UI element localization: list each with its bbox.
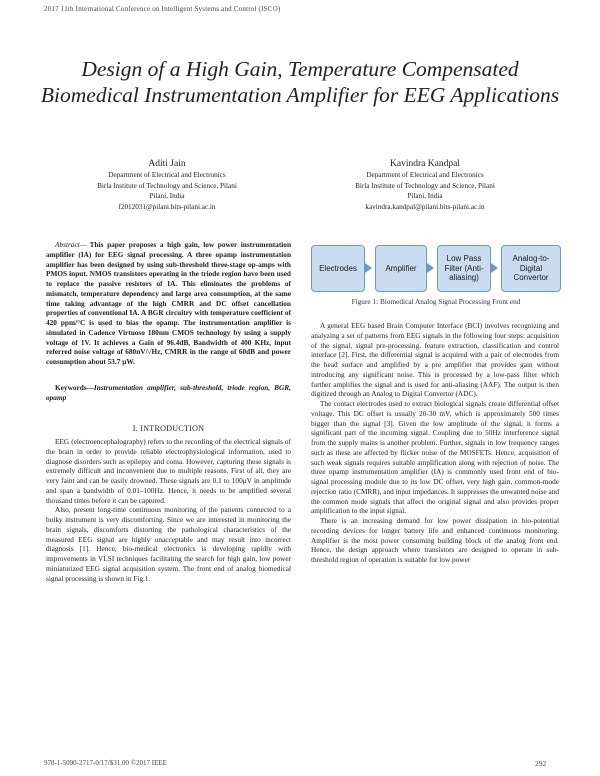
author-block-1 — [42, 158, 292, 212]
abstract-lead: Abstract— — [55, 240, 87, 249]
keywords-lead: Keywords— — [55, 383, 94, 392]
conference-header: 2017 11th International Conference on Intelligent Systems and Control (ISCO) — [44, 5, 281, 13]
abstract-text: This paper proposes a high gain, low power instrumentation amplifier (IA) for EEG signal processing. A three opamp instrumentation amplifier has been designed by using sub-threshold three-stage op-amps with PMOS input. NMOS transistors operating in the triode region have been used to replace the passive resistors of IA. This eliminates the problems of mismatch, temperature dependency and large area consumption, at the same time taking advantage of the high CMRR and DC offset cancellation properties of conventional IA. A BGR circuitry with temperature coefficient of 420 ppm/°C is used to bias the opamp. The instrumentation amplifier is simulated in Cadence Virtuoso 180nm CMOS technology by using a supply voltage of 1V. It achieves a Gain of 96.4dB, Bandwidth of 400 KHz, input referred noise voltage of 680nV/√Hz, CMRR in the range of 60dB and power consumption about 53.7 μW. — [46, 240, 291, 366]
paragraph: There is an increasing demand for low power dissipation in bio-potential recording devices for longer battery life and enhanced continuous monitoring. Amplifier is the most power consuming building block of the analog front end. Hence, the design approach where transistors are designed to operate in sub-threshold region of operation is suitable for low power — [311, 516, 559, 564]
diagram-box-adc: Analog-to-Digital Convertor — [501, 245, 561, 292]
paragraph: EEG (electroencephalography) refers to the recording of the electrical signals of the brain in order to provide reliable electrophysiological information, used to diagnose disorders such as epilepsy and coma. However, capturing these signals is extremely difficult and inconvenient due to multiple reasons. First of all, they are very faint and can be easily drowned. These signals are 0.1 to 100μV in amplitude and span a bandwidth of 0.01–100Hz. Hence, it needs to be amplified several thousand times before it can be captured. — [46, 437, 291, 505]
page-number: 292 — [535, 759, 547, 768]
paragraph: A general EEG based Brain Computer Interface (BCI) involves recognizing and analyzing a set of patterns from EEG signals in the following four steps: acquisition of the signal, signal pre-processing, feature extraction, classification and control interface [2]. First, the differential signal is acquired with a pair of electrodes from the head surface and amplified by a pre amplifier that provides gain without introducing any significant noise. This is processed by a low-pass filter which further amplifies the signal and is used for anti-aliasing (AAF). The output is then digitized through an Analog to Digital Convertor (ADC). — [311, 321, 559, 399]
keywords — [46, 383, 291, 403]
paragraph: Also, present long-time continuous monitoring of the patients connected to a bulky instrument is very discomforting. Since we are interested in monitoring the brain signals, discomforts distorting the pathological characteristics of the measured EEG signal are highly unacceptable and may result into incorrect diagnosis [1]. Hence, bio-medical electronics is developing rapidly with improvements in VLSI techniques facilitating the search for high gain, low power miniaturized EEG signal acquisition system. The front end of analog biomedical signal processing is shown in Fig.1. — [46, 505, 291, 583]
abstract — [46, 240, 291, 367]
diagram-box-amplifier: Amplifier — [375, 245, 427, 292]
arrow-icon — [491, 263, 498, 273]
introduction-body — [46, 437, 291, 583]
author-block-2 — [300, 158, 550, 212]
right-column-body — [311, 321, 559, 565]
arrow-icon — [365, 263, 372, 273]
author-dept: Department of Electrical and Electronics — [366, 171, 484, 179]
arrow-icon — [427, 263, 434, 273]
diagram-box-electrodes: Electrodes — [311, 245, 365, 292]
figure-caption: Figure 1: Biomedical Analog Signal Processing Front end — [351, 297, 521, 306]
diagram-box-low-pass-filter: Low Pass Filter (Anti-aliasing) — [437, 245, 491, 292]
author-location: Pilani, India — [149, 192, 185, 200]
author-name: Kavindra Kandpal — [390, 159, 460, 169]
author-name: Aditi Jain — [148, 159, 186, 169]
author-email: f2012031@pilani.bits-pilani.ac.in — [118, 202, 216, 211]
author-location: Pilani, India — [407, 192, 443, 200]
section-heading-introduction: I. INTRODUCTION — [132, 424, 205, 433]
author-email: kavindra.kandpal@pilani.bits-pilani.ac.in — [365, 202, 485, 211]
figure-1-block-diagram — [311, 245, 561, 295]
footer-isbn: 978-1-5090-2717-0/17/$31.00 ©2017 IEEE — [44, 759, 167, 767]
author-dept: Department of Electrical and Electronics — [108, 171, 226, 179]
keywords-text: Instrumentation amplifier, sub-threshold, triode region, BGR, opamp — [46, 383, 291, 402]
paragraph: The contact electrodes used to extract biological signals create differential offset voltage. This DC offset is usually 20-30 mV, which is approximately 500 times bigger than the signal [3]. Given the low amplitude of the signal, it forms a significant part of the incoming signal. Coupling due to 50Hz interference signal from the supply mains is another problem. Further, signals in low frequency ranges such as these are affected by flicker noise of the MOSFETs. Hence, acquisition of such weak signals requires suitable amplification along with rejection of noise. The three opamp instrumentation amplifier (IA) is commonly used front end of bio-signal processing module due to its low DC offset, very high gain, common-mode rejection ratio (CMRR), and input impedances. It suppresses the unwanted noise and the common mode signals that affect the original signal and also provides proper amplification to the input signal. — [311, 399, 559, 516]
author-institute: Birla Institute of Technology and Science, Pilani — [355, 181, 495, 190]
paper-title: Design of a High Gain, Temperature Compensated Biomedical Instrumentation Amplifier for EEG Applications — [40, 57, 560, 107]
author-institute: Birla Institute of Technology and Science, Pilani — [97, 181, 237, 190]
